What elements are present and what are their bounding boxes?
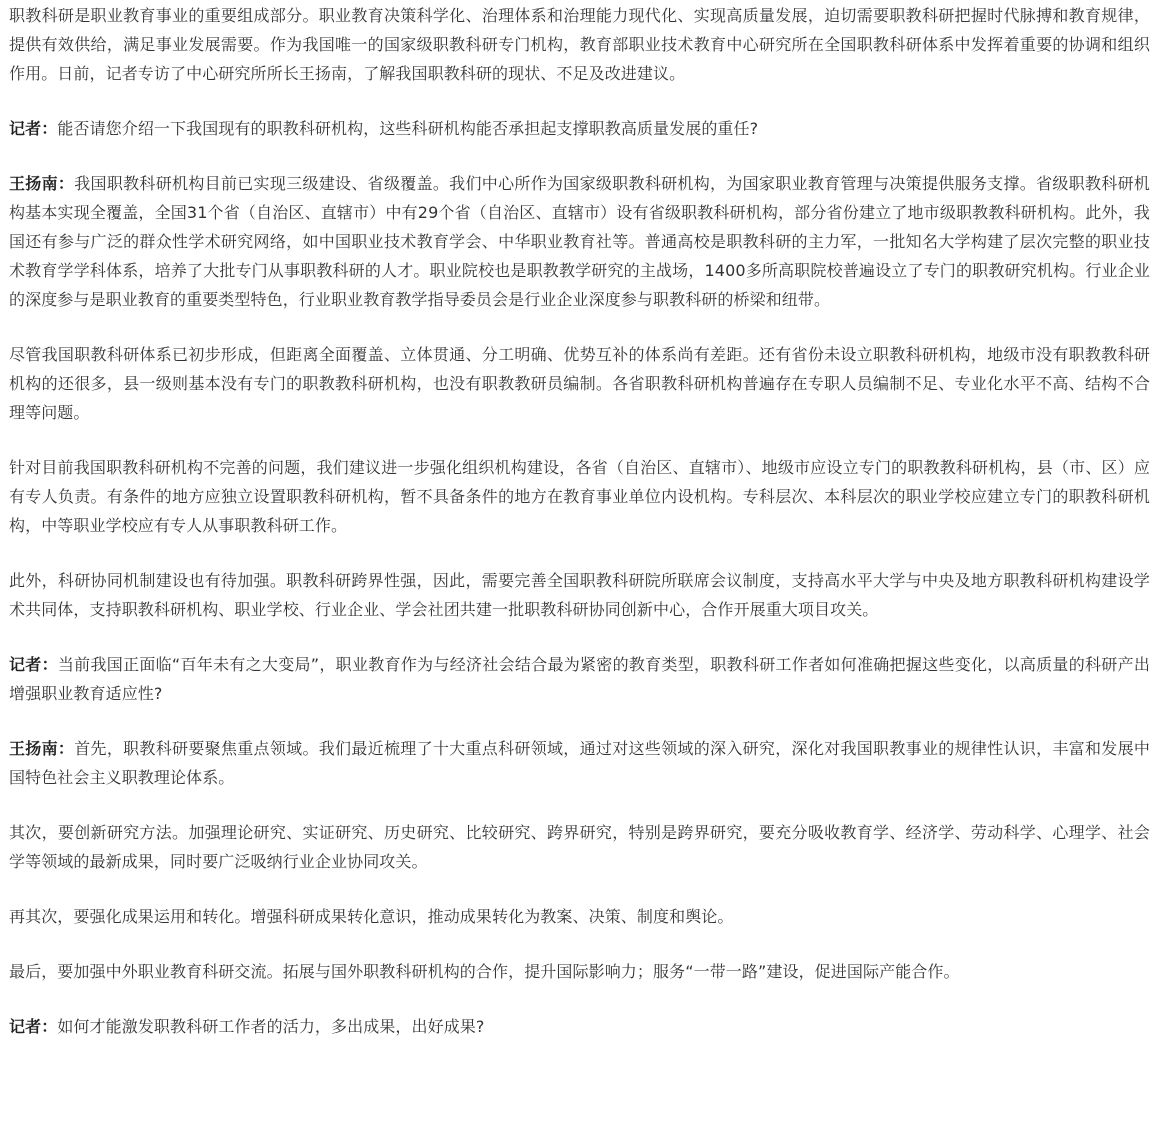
- paragraph-text: 其次，要创新研究方法。加强理论研究、实证研究、历史研究、比较研究、跨界研究，特别是跨界研究，要充分吸收教育学、经济学、劳动科学、心理学、社会学等领域的最新成果，同时要广泛吸纳行业企业协同攻关。: [9, 823, 1150, 871]
- paragraph-text: 我国职教科研机构目前已实现三级建设、省级覆盖。我们中心所作为国家级职教科研机构，为国家职业教育管理与决策提供服务支撑。省级职教科研机构基本实现全覆盖，全国31个省（自治区、直辖市）中有29个省（自治区、直辖市）设有省级职教科研机构，部分省份建立了地市级职教教科研机构。此外，我国还有参与广泛的群众性学术研究网络，如中国职业技术教育学会、中华职业教育社等。普通高校是职教科研的主力军，一批知名大学构建了层次完整的职业技术教育学学科体系，培养了大批专门从事职教科研的人才。职业院校也是职教教学研究的主战场，1400多所高职院校普遍设立了专门的职教研究机构。行业企业的深度参与是职业教育的重要类型特色，行业职业教育教学指导委员会是行业企业深度参与职教科研的桥梁和纽带。: [9, 174, 1150, 309]
- paragraph-text: 针对目前我国职教科研机构不完善的问题，我们建议进一步强化组织机构建设，各省（自治区、直辖市）、地级市应设立专门的职教教科研机构，县（市、区）应有专人负责。有条件的地方应独立设置职教科研机构，暂不具备条件的地方在教育事业单位内设机构。专科层次、本科层次的职业学校应建立专门的职教科研机构，中等职业学校应有专人从事职教科研工作。: [9, 458, 1150, 535]
- paragraph-text: 再其次，要强化成果运用和转化。增强科研成果转化意识，推动成果转化为教案、决策、制度和舆论。: [9, 907, 734, 926]
- speaker-label: 记者：: [9, 655, 58, 674]
- paragraph-body: [9, 566, 1150, 624]
- paragraph-question-1: [9, 114, 1150, 143]
- speaker-label: 王扬南：: [9, 739, 75, 758]
- paragraph-text: 首先，职教科研要聚焦重点领域。我们最近梳理了十大重点科研领域，通过对这些领域的深入研究，深化对我国职教事业的规律性认识，丰富和发展中国特色社会主义职教理论体系。: [9, 739, 1150, 787]
- speaker-label: 记者：: [9, 119, 58, 138]
- paragraph-answer-1: [9, 169, 1150, 314]
- article-body: [0, 1, 1158, 1041]
- paragraph-text: 如何才能激发职教科研工作者的活力，多出成果，出好成果?: [57, 1017, 485, 1036]
- speaker-label: 王扬南：: [9, 174, 75, 193]
- paragraph-body: [9, 957, 1150, 986]
- paragraph-text: 能否请您介绍一下我国现有的职教科研机构，这些科研机构能否承担起支撑职教高质量发展的重任?: [57, 119, 759, 138]
- paragraph-question-2: [9, 650, 1150, 708]
- paragraph-intro: [9, 1, 1150, 88]
- paragraph-text: 此外，科研协同机制建设也有待加强。职教科研跨界性强，因此，需要完善全国职教科研院所联席会议制度，支持高水平大学与中央及地方职教科研机构建设学术共同体，支持职教科研机构、职业学校、行业企业、学会社团共建一批职教科研协同创新中心，合作开展重大项目攻关。: [9, 571, 1150, 619]
- paragraph-text: 尽管我国职教科研体系已初步形成，但距离全面覆盖、立体贯通、分工明确、优势互补的体系尚有差距。还有省份未设立职教科研机构，地级市没有职教教科研机构的还很多，县一级则基本没有专门的职教教科研机构，也没有职教教研员编制。各省职教科研机构普遍存在专职人员编制不足、专业化水平不高、结构不合理等问题。: [9, 345, 1150, 422]
- paragraph-question-3: [9, 1012, 1150, 1041]
- paragraph-text: 最后，要加强中外职业教育科研交流。拓展与国外职教科研机构的合作，提升国际影响力；服务“一带一路”建设，促进国际产能合作。: [9, 962, 960, 981]
- paragraph-text: 职教科研是职业教育事业的重要组成部分。职业教育决策科学化、治理体系和治理能力现代化、实现高质量发展，迫切需要职教科研把握时代脉搏和教育规律，提供有效供给，满足事业发展需要。作为我国唯一的国家级职教科研专门机构，教育部职业技术教育中心研究所在全国职教科研体系中发挥着重要的协调和组织作用。日前，记者专访了中心研究所所长王扬南，了解我国职教科研的现状、不足及改进建议。: [9, 6, 1150, 83]
- paragraph-body: [9, 340, 1150, 427]
- paragraph-body: [9, 818, 1150, 876]
- paragraph-answer-2: [9, 734, 1150, 792]
- paragraph-text: 当前我国正面临“百年未有之大变局”，职业教育作为与经济社会结合最为紧密的教育类型，职教科研工作者如何准确把握这些变化，以高质量的科研产出增强职业教育适应性?: [9, 655, 1150, 703]
- speaker-label: 记者：: [9, 1017, 58, 1036]
- paragraph-body: [9, 453, 1150, 540]
- paragraph-body: [9, 902, 1150, 931]
